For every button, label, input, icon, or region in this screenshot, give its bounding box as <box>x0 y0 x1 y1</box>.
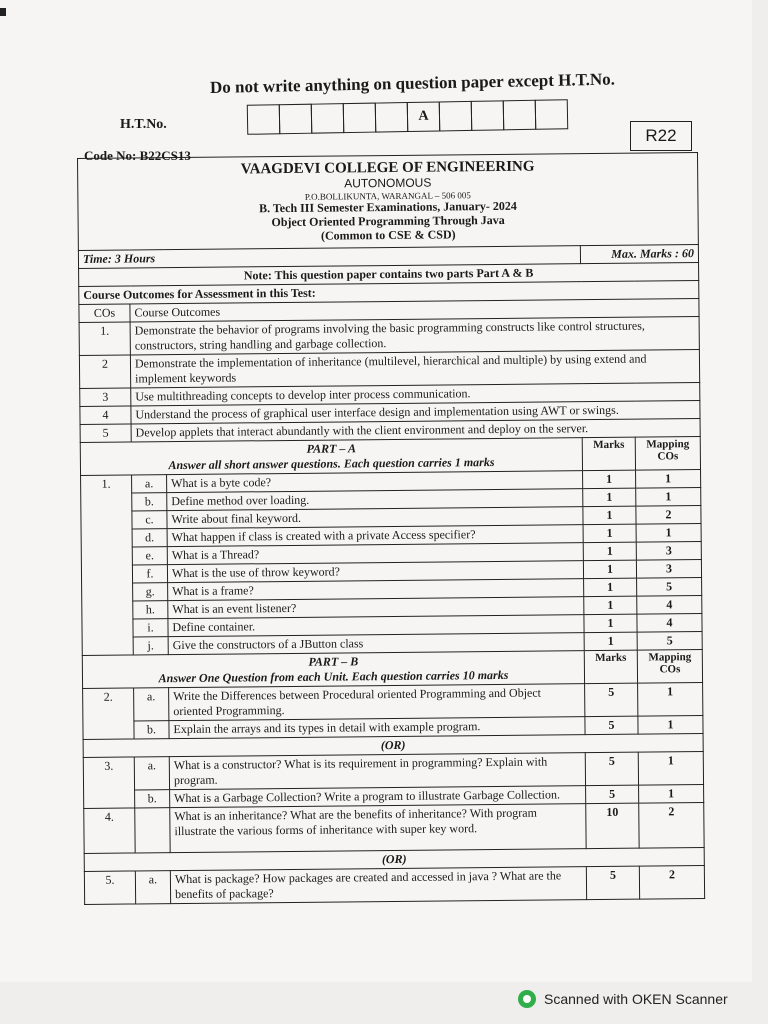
college-status: AUTONOMOUS <box>344 175 432 191</box>
co-text: Demonstrate the behavior of programs involving the basic programming constructs like control structures, constructors, string handling and garbage collection. <box>130 316 699 354</box>
co-text: Understand the process of graphical user interface design and implementation using AWT or swings. <box>131 400 700 423</box>
question-text: What is the use of throw keyword? <box>167 560 583 582</box>
question-marks: 1 <box>583 488 636 507</box>
question-marks: 5 <box>585 683 638 717</box>
sub-question-label: a. <box>134 756 169 789</box>
question-text: Define method over loading. <box>167 488 583 510</box>
common-note: (Common to CSE & CSD) <box>320 227 456 243</box>
co-header-cos: COs <box>79 304 130 322</box>
co-header-outcomes: Course Outcomes <box>130 298 699 321</box>
co-number: 4 <box>80 406 131 424</box>
question-co: 5 <box>637 631 702 650</box>
question-number: 1. <box>81 475 134 655</box>
question-marks: 10 <box>586 803 639 849</box>
sub-question-label: f. <box>132 564 167 582</box>
question-marks: 5 <box>586 785 639 804</box>
question-text: What is package? How packages are created and accessed in java ? What are the benefits of package? <box>170 866 586 903</box>
htno-box <box>535 99 569 130</box>
htno-box <box>503 100 537 131</box>
question-marks: 1 <box>584 578 637 597</box>
part-b-instruction: Answer One Question from each Unit. Each question carries 10 marks <box>158 667 509 686</box>
htno-box: A <box>407 101 441 132</box>
co-number: 3 <box>80 388 131 406</box>
sub-question-label: a. <box>134 687 169 720</box>
question-co: 1 <box>638 715 703 734</box>
question-text: Write the Differences between Procedural oriented Programming and Object oriented Programming. <box>169 683 585 720</box>
question-text: What happen if class is created with a private Access specifier? <box>167 524 583 546</box>
question-co: 4 <box>637 613 702 632</box>
question-text: Explain the arrays and its types in detail with example program. <box>169 716 585 738</box>
question-number: 5. <box>84 871 135 904</box>
part-b-row <box>84 802 704 853</box>
co-title: Course Outcomes for Assessment in this Test: <box>79 280 699 304</box>
co-text: Use multithreading concepts to develop inter process communication. <box>131 382 700 405</box>
question-text: Define container. <box>168 614 584 636</box>
sub-question-label: a. <box>135 870 170 903</box>
co-text: Develop applets that interact abundantly with the client environment and deploy on the server. <box>131 418 700 441</box>
question-text: What is a byte code? <box>167 470 583 492</box>
exam-title: B. Tech III Semester Examinations, January- 2024 <box>259 199 517 216</box>
part-b-co-header: Mapping COs <box>637 649 702 683</box>
instruction-heading: Do not write anything on question paper except H.T.No. <box>209 69 616 97</box>
question-co: 2 <box>639 865 704 899</box>
question-text: What is a Garbage Collection? Write a program to illustrate Garbage Collection. <box>170 785 586 807</box>
sub-question-label: i. <box>133 618 168 636</box>
sub-question-label: b. <box>134 720 169 738</box>
question-marks: 1 <box>583 506 636 525</box>
part-a-title: PART – A <box>306 441 357 456</box>
edge-mark <box>0 8 6 16</box>
part-a-marks-header: Marks <box>582 437 635 471</box>
question-co: 1 <box>636 469 701 488</box>
question-number: 4. <box>84 808 135 853</box>
htno-box <box>471 100 505 131</box>
part-a-instruction: Answer all short answer questions. Each question carries 1 marks <box>168 454 495 472</box>
scanner-watermark <box>518 990 728 1008</box>
htno-box <box>343 103 377 134</box>
co-text: Demonstrate the implementation of inheritance (multilevel, hierarchical and multiple) by using extend and implement keywords <box>130 349 699 387</box>
question-marks: 1 <box>584 632 637 651</box>
question-text: What is a Thread? <box>167 542 583 564</box>
college-name: VAAGDEVI COLLEGE OF ENGINEERING <box>240 158 535 178</box>
question-co: 1 <box>639 784 704 803</box>
sub-question-label: b. <box>135 789 170 807</box>
part-b-row <box>84 865 704 904</box>
co-number: 1. <box>79 322 130 355</box>
time-allowed: Time: 3 Hours <box>78 245 580 268</box>
question-text: What is a constructor? What is its requirement in programming? Explain with program. <box>169 752 585 789</box>
question-text: Write about final keyword. <box>167 506 583 528</box>
subject-title: Object Oriented Programming Through Java <box>271 213 505 230</box>
question-marks: 1 <box>583 524 636 543</box>
sub-question-label: g. <box>133 582 168 600</box>
sub-question-label: e. <box>132 546 167 564</box>
htno-label: H.T.No. <box>120 117 167 132</box>
scanner-logo-icon <box>518 990 536 1008</box>
question-co: 4 <box>637 595 702 614</box>
exam-table <box>77 152 705 905</box>
question-marks: 1 <box>584 614 637 633</box>
question-number: 3. <box>83 757 134 808</box>
question-text: What is an inheritance? What are the benefits of inheritance? With program illustrate the various forms of inheritance with super key word. <box>170 803 586 852</box>
htno-box <box>247 104 281 135</box>
question-text: What is an event listener? <box>168 596 584 618</box>
regulation-badge: R22 <box>630 121 692 151</box>
htno-box <box>279 104 313 135</box>
part-b-marks-header: Marks <box>584 650 637 684</box>
sub-question-label: h. <box>133 600 168 618</box>
question-co: 1 <box>638 682 703 716</box>
max-marks: Max. Marks : 60 <box>580 244 698 263</box>
question-co: 2 <box>636 505 701 524</box>
course-code: Code No: B22CS13 <box>84 148 191 163</box>
question-marks: 1 <box>583 542 636 561</box>
htno-boxes <box>248 99 568 135</box>
question-co: 3 <box>636 559 701 578</box>
question-marks: 5 <box>585 752 638 786</box>
co-number: 5 <box>80 424 131 442</box>
college-address: P.O.BOLLIKUNTA, WARANGAL – 506 005 <box>304 190 471 202</box>
question-co: 5 <box>637 577 702 596</box>
question-marks: 1 <box>584 596 637 615</box>
question-co: 1 <box>636 523 701 542</box>
scanner-text: Scanned with OKEN Scanner <box>544 991 728 1007</box>
sub-question-label: d. <box>132 528 167 546</box>
question-co: 1 <box>638 751 703 785</box>
question-co: 1 <box>636 487 701 506</box>
question-marks: 1 <box>583 470 636 489</box>
part-b-title: PART – B <box>308 654 359 669</box>
question-text: What is a frame? <box>168 578 584 600</box>
sub-question-label <box>135 807 170 852</box>
sub-question-label: c. <box>132 510 167 528</box>
htno-box <box>311 103 345 134</box>
question-marks: 5 <box>585 716 638 735</box>
sub-question-label: b. <box>132 492 167 510</box>
part-a-co-header: Mapping COs <box>635 436 700 470</box>
sub-question-label: j. <box>133 636 168 654</box>
paper-note: Note: This question paper contains two parts Part A & B <box>79 262 699 286</box>
question-text: Give the constructors of a JButton class <box>168 632 584 654</box>
part-a-heading <box>80 437 582 475</box>
co-number: 2 <box>79 355 130 388</box>
question-co: 3 <box>636 541 701 560</box>
htno-box <box>375 102 409 133</box>
part-b-heading <box>82 650 584 688</box>
question-co: 2 <box>639 802 704 848</box>
sub-question-label: a. <box>132 474 167 492</box>
or-divider: (OR) <box>84 847 704 871</box>
htno-box <box>439 101 473 132</box>
question-marks: 1 <box>583 560 636 579</box>
or-divider: (OR) <box>83 733 703 757</box>
college-header <box>78 153 699 251</box>
question-number: 2. <box>83 688 134 739</box>
question-marks: 5 <box>586 866 639 900</box>
